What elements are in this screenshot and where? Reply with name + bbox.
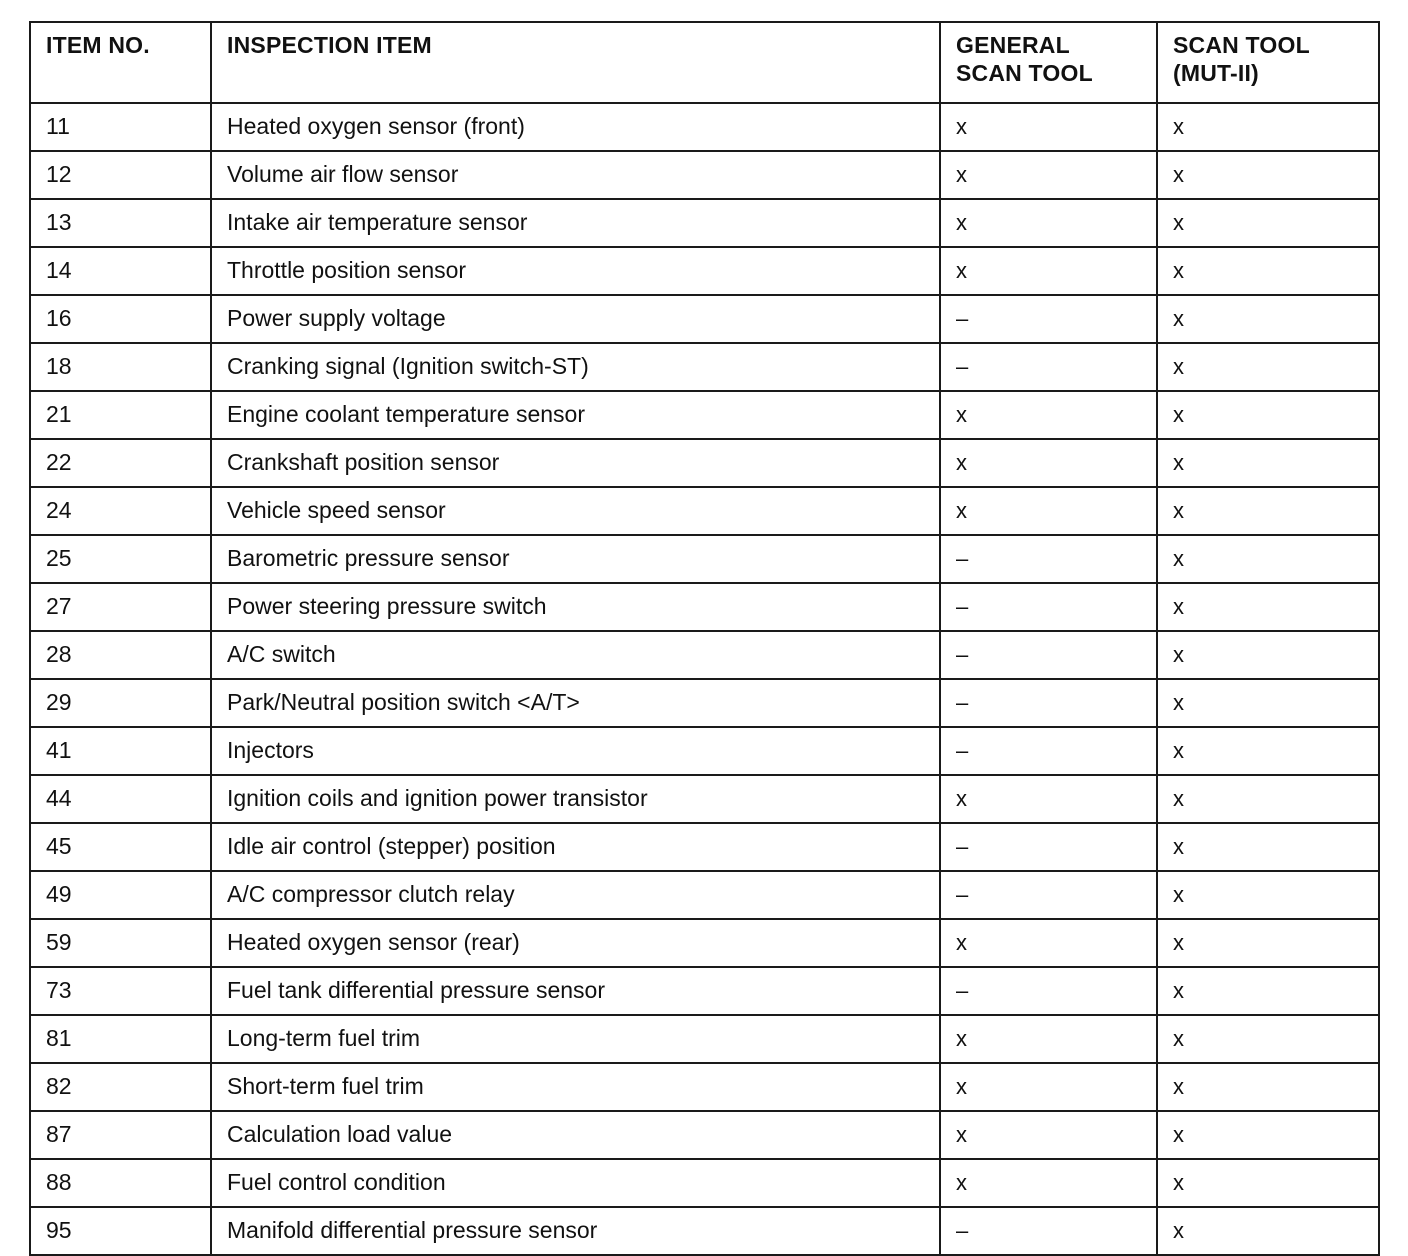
- header-general-scan-tool-line1: GENERAL: [956, 32, 1070, 58]
- general-scan-tool-cell: –: [940, 583, 1157, 631]
- inspection-item-cell: Power steering pressure switch: [211, 583, 940, 631]
- item-number-cell: 81: [30, 1015, 211, 1063]
- mut-ii-cell: x: [1157, 247, 1379, 295]
- inspection-item-cell: Heated oxygen sensor (front): [211, 103, 940, 151]
- inspection-item-cell: Barometric pressure sensor: [211, 535, 940, 583]
- table-row: [30, 343, 1379, 391]
- general-scan-tool-cell: x: [940, 199, 1157, 247]
- general-scan-tool-cell: x: [940, 247, 1157, 295]
- table-row: [30, 631, 1379, 679]
- item-number-cell: 45: [30, 823, 211, 871]
- table-row: [30, 247, 1379, 295]
- inspection-item-cell: Park/Neutral position switch <A/T>: [211, 679, 940, 727]
- inspection-item-cell: Fuel control condition: [211, 1159, 940, 1207]
- table-row: [30, 1063, 1379, 1111]
- general-scan-tool-cell: x: [940, 151, 1157, 199]
- header-scan-tool-mut: [1157, 22, 1379, 103]
- table-row: [30, 775, 1379, 823]
- mut-ii-cell: x: [1157, 583, 1379, 631]
- mut-ii-cell: x: [1157, 1111, 1379, 1159]
- inspection-item-cell: Throttle position sensor: [211, 247, 940, 295]
- inspection-table: [29, 21, 1380, 1256]
- mut-ii-cell: x: [1157, 487, 1379, 535]
- table-row: [30, 103, 1379, 151]
- mut-ii-cell: x: [1157, 823, 1379, 871]
- item-number-cell: 88: [30, 1159, 211, 1207]
- item-number-cell: 59: [30, 919, 211, 967]
- mut-ii-cell: x: [1157, 103, 1379, 151]
- general-scan-tool-cell: –: [940, 1207, 1157, 1255]
- inspection-item-cell: A/C switch: [211, 631, 940, 679]
- general-scan-tool-cell: x: [940, 439, 1157, 487]
- table-row: [30, 199, 1379, 247]
- table-row: [30, 439, 1379, 487]
- table-row: [30, 823, 1379, 871]
- table-row: [30, 1111, 1379, 1159]
- table-row: [30, 871, 1379, 919]
- table-row: [30, 967, 1379, 1015]
- general-scan-tool-cell: –: [940, 727, 1157, 775]
- item-number-cell: 24: [30, 487, 211, 535]
- general-scan-tool-cell: –: [940, 535, 1157, 583]
- inspection-item-cell: Fuel tank differential pressure sensor: [211, 967, 940, 1015]
- inspection-item-cell: Engine coolant temperature sensor: [211, 391, 940, 439]
- table-row: [30, 1159, 1379, 1207]
- general-scan-tool-cell: x: [940, 391, 1157, 439]
- item-number-cell: 14: [30, 247, 211, 295]
- item-number-cell: 12: [30, 151, 211, 199]
- inspection-item-cell: Intake air temperature sensor: [211, 199, 940, 247]
- item-number-cell: 25: [30, 535, 211, 583]
- header-scan-tool-mut-line1: SCAN TOOL: [1173, 32, 1310, 58]
- general-scan-tool-cell: x: [940, 1159, 1157, 1207]
- item-number-cell: 29: [30, 679, 211, 727]
- table-row: [30, 1207, 1379, 1255]
- inspection-item-cell: Injectors: [211, 727, 940, 775]
- mut-ii-cell: x: [1157, 967, 1379, 1015]
- item-number-cell: 95: [30, 1207, 211, 1255]
- inspection-item-cell: Short-term fuel trim: [211, 1063, 940, 1111]
- item-number-cell: 49: [30, 871, 211, 919]
- general-scan-tool-cell: x: [940, 1063, 1157, 1111]
- general-scan-tool-cell: x: [940, 1015, 1157, 1063]
- inspection-item-cell: Vehicle speed sensor: [211, 487, 940, 535]
- general-scan-tool-cell: x: [940, 487, 1157, 535]
- item-number-cell: 13: [30, 199, 211, 247]
- item-number-cell: 28: [30, 631, 211, 679]
- item-number-cell: 11: [30, 103, 211, 151]
- header-general-scan-tool: [940, 22, 1157, 103]
- inspection-item-cell: Manifold differential pressure sensor: [211, 1207, 940, 1255]
- table-row: [30, 583, 1379, 631]
- general-scan-tool-cell: –: [940, 631, 1157, 679]
- item-number-cell: 21: [30, 391, 211, 439]
- inspection-item-cell: Power supply voltage: [211, 295, 940, 343]
- table-row: [30, 487, 1379, 535]
- item-number-cell: 87: [30, 1111, 211, 1159]
- item-number-cell: 27: [30, 583, 211, 631]
- table-header-row: [30, 22, 1379, 103]
- inspection-item-cell: Idle air control (stepper) position: [211, 823, 940, 871]
- inspection-item-cell: Long-term fuel trim: [211, 1015, 940, 1063]
- table-body: [30, 103, 1379, 1255]
- inspection-item-cell: Calculation load value: [211, 1111, 940, 1159]
- header-item-no: [30, 22, 211, 103]
- header-item-no-label: ITEM NO.: [46, 32, 150, 58]
- inspection-item-cell: Volume air flow sensor: [211, 151, 940, 199]
- header-inspection-item-label: INSPECTION ITEM: [227, 32, 432, 58]
- mut-ii-cell: x: [1157, 151, 1379, 199]
- mut-ii-cell: x: [1157, 199, 1379, 247]
- inspection-item-cell: A/C compressor clutch relay: [211, 871, 940, 919]
- general-scan-tool-cell: –: [940, 967, 1157, 1015]
- general-scan-tool-cell: x: [940, 1111, 1157, 1159]
- header-general-scan-tool-line2: SCAN TOOL: [956, 60, 1093, 86]
- inspection-item-cell: Cranking signal (Ignition switch-ST): [211, 343, 940, 391]
- inspection-item-cell: Crankshaft position sensor: [211, 439, 940, 487]
- table-row: [30, 679, 1379, 727]
- mut-ii-cell: x: [1157, 343, 1379, 391]
- general-scan-tool-cell: x: [940, 919, 1157, 967]
- table-row: [30, 151, 1379, 199]
- header-inspection-item: [211, 22, 940, 103]
- item-number-cell: 44: [30, 775, 211, 823]
- item-number-cell: 18: [30, 343, 211, 391]
- table-row: [30, 391, 1379, 439]
- mut-ii-cell: x: [1157, 439, 1379, 487]
- mut-ii-cell: x: [1157, 919, 1379, 967]
- inspection-item-cell: Heated oxygen sensor (rear): [211, 919, 940, 967]
- item-number-cell: 82: [30, 1063, 211, 1111]
- mut-ii-cell: x: [1157, 1207, 1379, 1255]
- item-number-cell: 22: [30, 439, 211, 487]
- table-row: [30, 919, 1379, 967]
- general-scan-tool-cell: –: [940, 295, 1157, 343]
- mut-ii-cell: x: [1157, 727, 1379, 775]
- table-row: [30, 295, 1379, 343]
- mut-ii-cell: x: [1157, 631, 1379, 679]
- general-scan-tool-cell: x: [940, 103, 1157, 151]
- item-number-cell: 16: [30, 295, 211, 343]
- item-number-cell: 73: [30, 967, 211, 1015]
- mut-ii-cell: x: [1157, 1159, 1379, 1207]
- general-scan-tool-cell: –: [940, 871, 1157, 919]
- mut-ii-cell: x: [1157, 1063, 1379, 1111]
- mut-ii-cell: x: [1157, 871, 1379, 919]
- table-row: [30, 1015, 1379, 1063]
- inspection-item-cell: Ignition coils and ignition power transistor: [211, 775, 940, 823]
- general-scan-tool-cell: x: [940, 775, 1157, 823]
- mut-ii-cell: x: [1157, 1015, 1379, 1063]
- mut-ii-cell: x: [1157, 391, 1379, 439]
- general-scan-tool-cell: –: [940, 343, 1157, 391]
- item-number-cell: 41: [30, 727, 211, 775]
- table-row: [30, 535, 1379, 583]
- mut-ii-cell: x: [1157, 295, 1379, 343]
- header-scan-tool-mut-line2: (MUT-II): [1173, 60, 1259, 86]
- general-scan-tool-cell: –: [940, 823, 1157, 871]
- mut-ii-cell: x: [1157, 679, 1379, 727]
- mut-ii-cell: x: [1157, 775, 1379, 823]
- table-row: [30, 727, 1379, 775]
- mut-ii-cell: x: [1157, 535, 1379, 583]
- general-scan-tool-cell: –: [940, 679, 1157, 727]
